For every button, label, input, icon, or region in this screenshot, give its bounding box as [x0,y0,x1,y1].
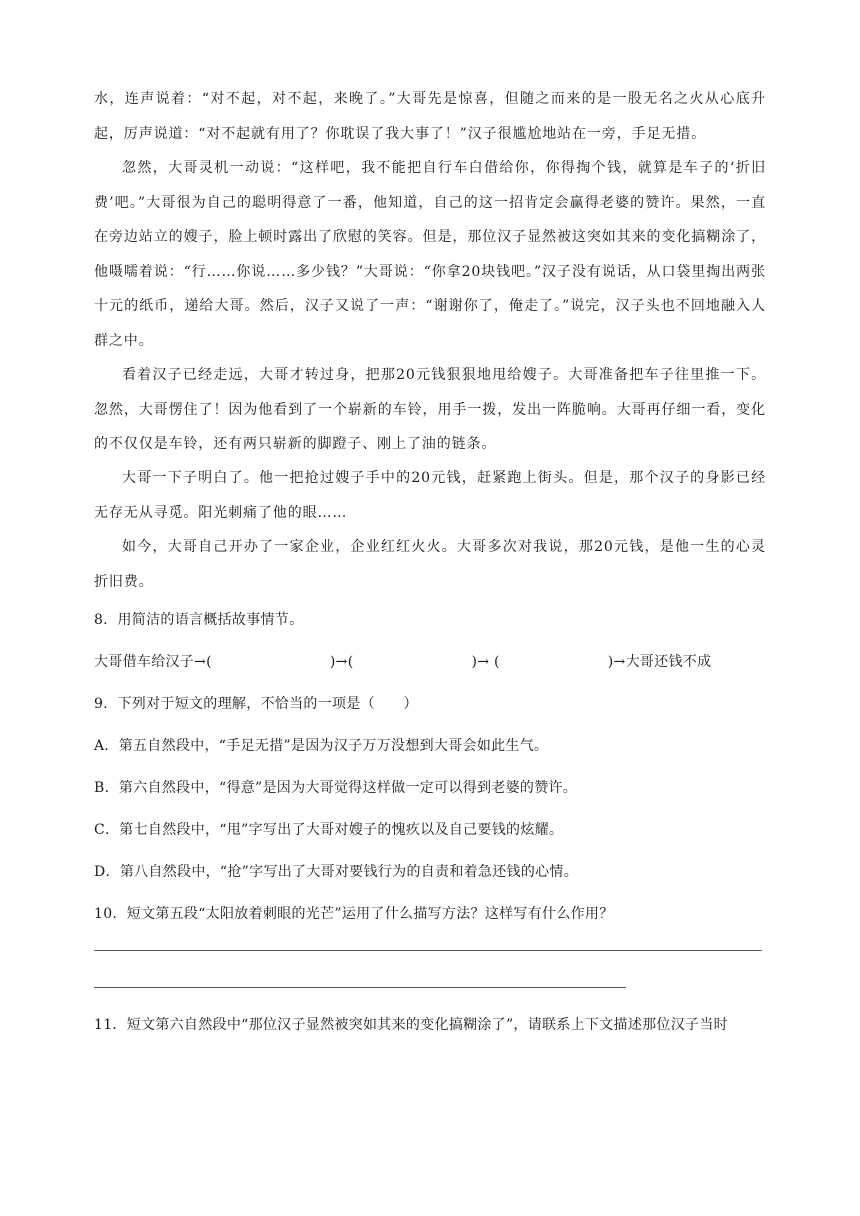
option-c[interactable]: C．第七自然段中，“甩”字写出了大哥对嫂子的愧疚以及自己要钱的炫耀。 [94,822,564,838]
question-8 [94,599,766,683]
story-paragraph: 大哥一下子明白了。他一把抢过嫂子手中的20元钱，赶紧跑上街头。但是，那个汉子的身影已经无存无从寻觅。阳光刺痛了他的眼…… [94,470,766,521]
plot-chain-separator: )→( [329,654,354,670]
question-11-prompt: 11．短文第六自然段中“那位汉子显然被突如其来的变化搞糊涂了”，请联系上下文描述那位汉子当时 [94,1017,728,1033]
story-paragraph: 如今，大哥自己开办了一家企业，企业红红火火。大哥多次对我说，那20元钱，是他一生的心灵折旧费。 [94,539,766,590]
document-page [94,0,766,1046]
plot-chain-separator: )→ ( [471,654,500,670]
plot-chain-start: 大哥借车给汉子→( [94,654,212,670]
option-a[interactable]: A．第五自然段中，“手足无措”是因为汉子万万没想到大哥会如此生气。 [94,738,549,754]
story-paragraph: 水，连声说着：“对不起，对不起，来晚了。”大哥先是惊喜，但随之而来的是一股无名之火从心底升起，厉声说道：“对不起就有用了？你耽误了我大事了！”汉子很尴尬地站在一旁，手足无措。 [94,91,766,142]
option-b[interactable]: B．第六自然段中，“得意”是因为大哥觉得这样做一定可以得到老婆的赞许。 [94,780,578,796]
story-body [94,82,766,599]
question-9 [94,683,766,893]
question-8-prompt: 8．用简洁的语言概括故事情节。 [94,612,304,628]
story-paragraph: 看着汉子已经走远，大哥才转过身，把那20元钱狠狠地甩给嫂子。大哥准备把车子往里推一下。忽然，大哥愣住了！因为他看到了一个崭新的车铃，用手一拨，发出一阵脆响。大哥再仔细一看，变化的不仅仅是车铃，还有两只崭新的脚蹬子、刚上了油的链条。 [94,367,766,452]
question-11 [94,1004,766,1046]
plot-chain-end: )→大哥还钱不成 [607,654,712,670]
question-10 [94,893,766,988]
story-paragraph: 忽然，大哥灵机一动说：“这样吧，我不能把自行车白借给你，你得掏个钱，就算是车子的‘折旧费’吧。”大哥很为自己的聪明得意了一番，他知道，自己的这一招肯定会赢得老婆的赞许。果然，一直在旁边站立的嫂子，脸上顿时露出了欣慰的笑容。但是，那位汉子显然被这突如其来的变化搞糊涂了，他嗫嚅着说：“行……你说……多少钱？”大哥说：“你拿20块钱吧。”汉子没有说话，从口袋里掏出两张十元的纸币，递给大哥。然后，汉子又说了一声：“谢谢你了，俺走了。”说完，汉子头也不回地融入人群之中。 [94,160,766,349]
plot-chain [94,641,766,683]
answer-line[interactable] [94,987,626,988]
option-d[interactable]: D．第八自然段中，“抢”字写出了大哥对要钱行为的自责和着急还钱的心情。 [94,864,579,880]
question-10-prompt: 10．短文第五段“太阳放着刺眼的光芒”运用了什么描写方法？这样写有什么作用？ [94,906,614,922]
question-9-prompt: 9．下列对于短文的理解，不恰当的一项是（ ） [94,696,418,712]
